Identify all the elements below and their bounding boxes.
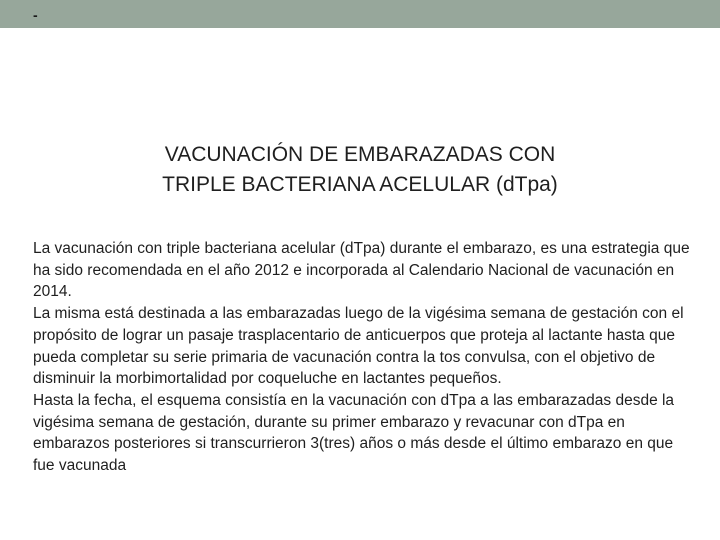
body-text xyxy=(33,238,693,477)
title-line-1: VACUNACIÓN DE EMBARAZADAS CON xyxy=(164,143,556,166)
header-mark: - xyxy=(33,7,38,23)
paragraph-2: La misma está destinada a las embarazadas luego de la vigésima semana de gestación con el propósito de lograr un pasaje trasplacentario de anticuerpos que proteja al lactante hasta que pueda completar su serie primaria de vacunación contra la tos convulsa, con el objetivo de disminuir la morbimortalidad por coqueluche en lactantes pequeños. xyxy=(33,305,684,388)
paragraph-1: La vacunación con triple bacteriana acelular (dTpa) durante el embarazo, es una estrategia que ha sido recomendada en el año 2012 e incorporada al Calendario Nacional de vacunación en 2014. xyxy=(33,240,690,301)
title-line-2: TRIPLE BACTERIANA ACELULAR (dTpa) xyxy=(162,173,558,196)
slide-title xyxy=(60,140,660,200)
top-bar xyxy=(0,0,720,28)
paragraph-3: Hasta la fecha, el esquema consistía en la vacunación con dTpa a las embarazadas desde la vigésima semana de gestación, durante su primer embarazo y revacunar con dTpa en embarazos posteriores si transcurrieron 3(tres) años o más desde el último embarazo en que fue vacunada xyxy=(33,391,675,475)
